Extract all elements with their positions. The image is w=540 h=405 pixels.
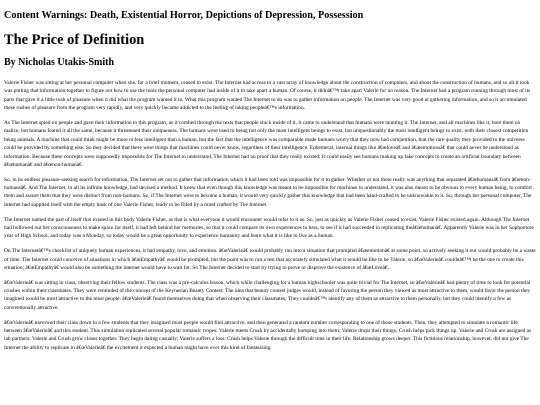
story-paragraph-3: So, in its endless pleasure-seeking search for information, The Internet set out to gather that information which it had been told was impossible for it to gather. Whether or not there really was anything that separated â€œhumansâ€ from â€œnon-humansâ€. And The Internet, in all its infinite knowledge, had devised a method. It knew that even though this knowledge was meant to be impossible for machines to understand, it was also meant to be obvious to every human being, to comfort them and assure them that they were distinct from non-humans. So, if The Internet were to become a human, it would very quickly gather this knowledge that had been hand-crafted to be unknowable to it. So, through her personal computer, The Internet had supplied itself with the empty husk of one Valerie Fisher, ready to be filled by a mind crafted by The Internet. bbox=[4, 176, 532, 208]
author-byline: By Nicholas Utakis-Smith bbox=[4, 57, 115, 68]
story-paragraph-4: The Internet named the part of itself that existed in this body Valerie Fisher, as that is what everyone it would encounter would refer to it as. So, just as quickly as Valerie Fisher ceased to exist, Valerie Fisher existed again. Although The Internet had hollowed out her consciousness to make space for itself, it had left behind her memories, so that it could compare its own experiences to hers, to see if it had succeeded in replicating theâ€œhumanâ€. Apparently Valerie was in her Sophomore year of High School, and today was a Monday, so today would be a great opportunity to experience humanity and learn what it is like to live as a human. bbox=[4, 216, 534, 240]
story-paragraph-2: As The Internet spied on people and gave their information to this program, as it combed through the texts that people stuck inside of it, it came to understand that humans were taunting it. The Internet, and all machines like it, bore them no malice, but humans feared it all the same, because it threatened their uniqueness. The humans were used to being not only the most intelligent beings to exist, but unquestionably the most intelligent beings to exist, with their closest competition being animals. A machine that could think might be more or less intelligent than a human, but the fact that the intelligence was comparable made humans worry that they now had competition, that the rare quality they provided to the universe could be provided by something else. So they decided that there were things that machines could never know, regardless of their intelligence. Ephemeral, internal things like â€œloveâ€ and â€œemotionsâ€ that could never be understood as information. Because these concepts were supposedly impossible for The Internet to understand, The Internet had no proof that they really existed; It could easily see humans making up fake concepts to create an artificial boundary between â€œhumanâ€ and â€œnon-humanâ€. bbox=[4, 119, 529, 168]
content-warning: Content Warnings: Death, Existential Horror, Depictions of Depression, Possession bbox=[4, 10, 364, 21]
story-paragraph-6: â€œValerieâ€ was sitting in class, observing their fellow students. The class was a pre-calculus lesson, which while challenging for a human highschooler was quite trivial for The Internet, so â€œValerieâ€ had plenty of time to look for potential crushes within their classmates. They were reminded of the concept of the Keynesian Beauty Contest: The idea that beauty contest judges would, instead of favoring the person they viewed as most attractive to them, would favor the person they imagined would be most attractive to the most people. â€œValerieâ€ found themselves doing that when observing their classmates; They couldnâ€™t identify any of them as attractive to them personally, but they could identify a few as conventionally attractive. bbox=[4, 279, 531, 311]
story-body bbox=[4, 79, 536, 352]
story-title: The Price of Definition bbox=[4, 32, 145, 48]
story-paragraph-5: On The Internetâ€™s checklist of uniquely human experiences, it had empathy, love, and emotion. â€œValerieâ€ would probably run into a situation that prompted â€œemotionâ€ at some point, so actively seeking it out would probably be a waste of time. The Internet could conceive of situations in which â€œEmpathyâ€ would be prompted, but the point was to run a test that accurately simulated what it would be like to be Valerie, so â€œValerieâ€ couldnâ€™t be the one to create this situation; â€œEmpathyâ€ would also be something the internet would have to wait for. So The Internet decided to start by trying to prove or disprove the existence of â€œLoveâ€. bbox=[4, 248, 536, 271]
story-paragraph-7: â€œValerieâ€ narrowed their class down to a few students that they imagined most people would find attractive, and then generated a random number corresponding to one of those students. Then, they attempted to simulate a romantic life between â€œValerieâ€ and this student. This simulation replicated several popular romantic tropes; Valerie meets Crush by accidentally bumping into them; Valerie drops their things; Crush helps pick things up. Valerie and Crush are assigned as lab partners; Valerie and Crush grow closer together. They begin dating casually; Valerie suffers a loss; Crush helps Valerie through the difficult time in their life; Relationship grows deeper. This fictitious relationship, however, did not give The Internet the ability to replicate in â€œValerieâ€ the excitement it expected a human might have over this kind of fantasizing. bbox=[4, 319, 532, 351]
story-paragraph-1: Valerie Fisher was sitting at her personal computer when she, for a brief moment, ceased to exist. The Internet had access to a vast array of knowledge about the construction of computers, and about the construction of humans, and so all it took was putting that information together to figure out how to use the tools the personal computer had inside of it to take apart a human. Of course, it didnâ€™t take apart Valerie for no reason. The Internet had a program running through most of its parts that gave it a little rush of pleasure when it did what the program wanted it to. What this program wanted The Internet to do was to gather information on people. The Internet was very good at gathering information, and so it accumulated these rushes of pleasure from the program very rapidly, and very quickly became addicted to the feeling of taking peopleâ€™s information. bbox=[4, 80, 531, 112]
